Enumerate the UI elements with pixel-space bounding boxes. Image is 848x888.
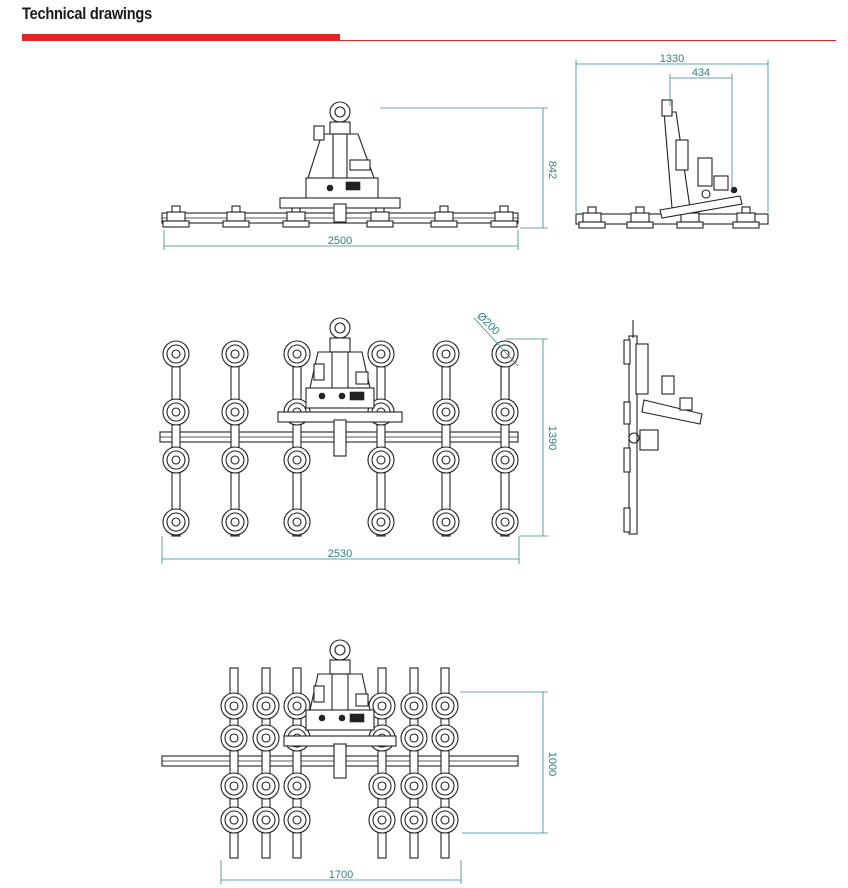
dimension-2530 — [162, 536, 519, 564]
dimension-label-1390: 1390 — [546, 425, 558, 451]
front-view-drawing — [162, 102, 518, 227]
dimension-2500 — [164, 230, 518, 250]
dimension-label-434: 434 — [691, 67, 711, 79]
top-view-6-arm-drawing — [160, 318, 518, 536]
dimension-label-842: 842 — [546, 160, 558, 180]
page-title: Technical drawings — [22, 4, 152, 23]
top-view-7-arm-drawing — [162, 640, 518, 858]
side-view-drawing — [576, 100, 768, 228]
dimension-label-2500: 2500 — [327, 235, 353, 247]
dimension-label-1000: 1000 — [546, 751, 558, 777]
dimension-label-2530: 2530 — [327, 548, 353, 560]
dimension-label-diameter-200: Ø200 — [474, 310, 502, 338]
dimension-842 — [380, 108, 558, 228]
dimension-label-1330: 1330 — [659, 53, 685, 65]
dimension-1700 — [221, 860, 461, 884]
side-view-tilted-drawing — [624, 320, 702, 534]
dimension-label-1700: 1700 — [328, 869, 354, 881]
